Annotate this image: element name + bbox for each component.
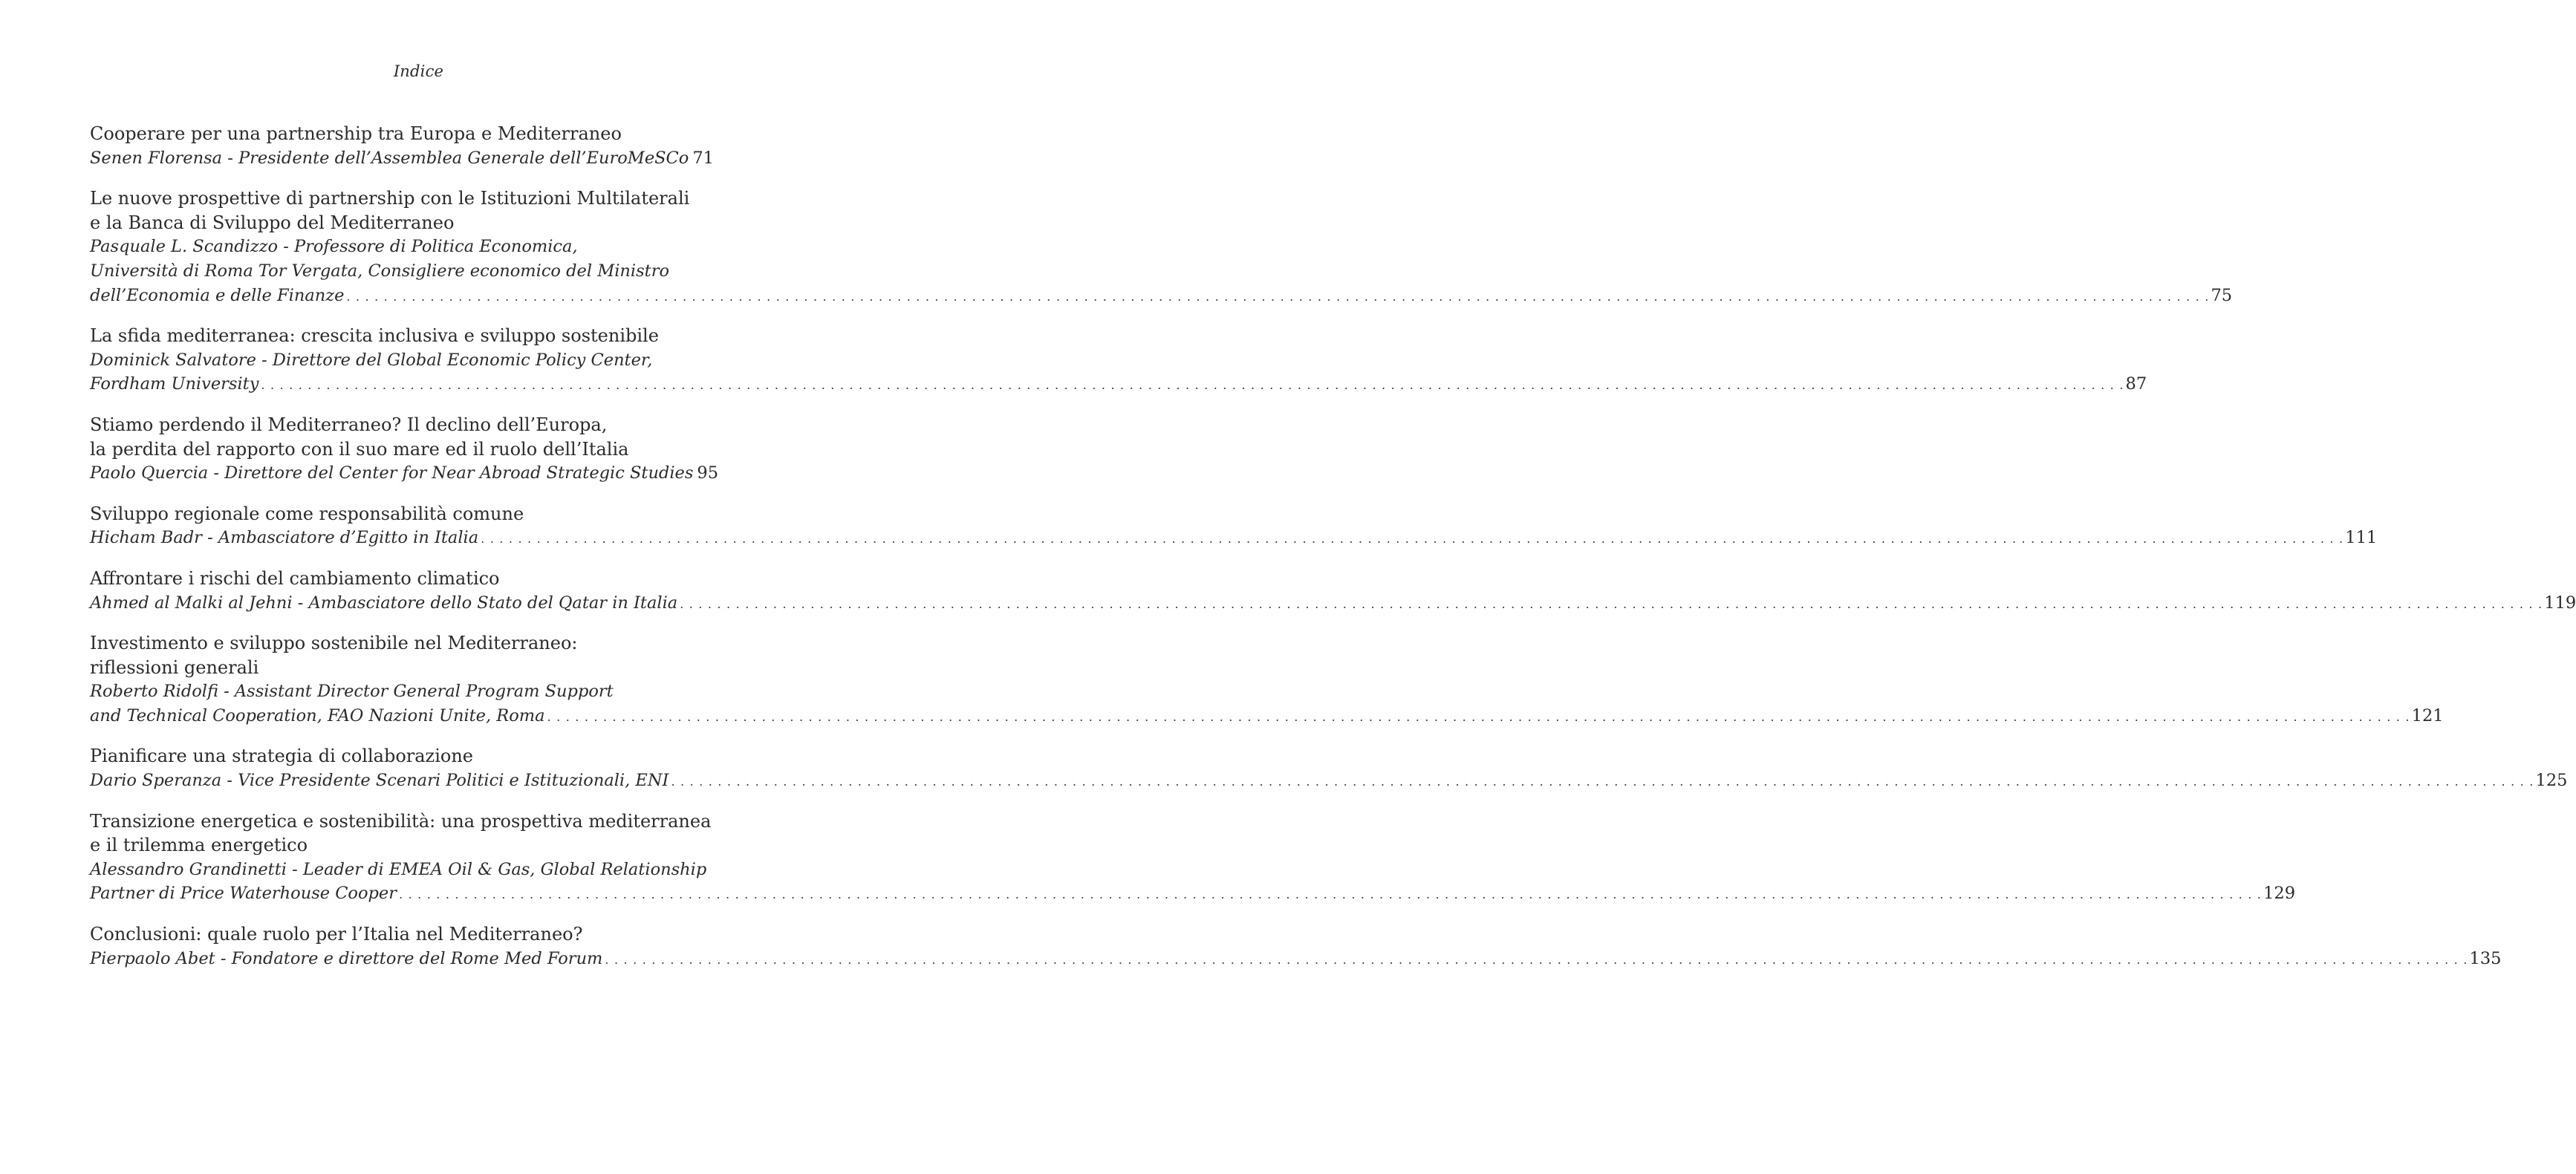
toc-entry[interactable]	[90, 631, 2444, 729]
toc-entry-title: Cooperare per una partnership tra Europa e Mediterraneo	[90, 123, 622, 144]
toc-entry-title: e il trilemma energetico	[90, 835, 308, 856]
dot-leader: . . . . . . . . . . . . . . . . . . . . . . . . . . . . . . . . . . . . . . . . . . . . . . . . . . . . . . . . . . . . . . . . . . . . . . . . . . . . . . . . . . . . . . . . . . . . . . . . . . . . . . . . . . . . . . . . . . . . . . . . . . . . . . . . . . . . . . . . . . . . . . . . . . . . . . . . . . . . . . . . . . . . . . . . . . . . . . . . . . . . . . . . . . . . . . . . . . . . . . . .	[481, 532, 2344, 547]
toc-entry-author-row	[90, 704, 2444, 730]
toc-entry[interactable]	[90, 744, 2568, 794]
toc-entry-title: Affrontare i rischi del cambiamento climatico	[90, 567, 500, 589]
toc-entry-title: Pianificare una strategia di collaborazione	[90, 746, 473, 767]
toc-entry-author: Senen Florensa - Presidente dell’Assemblea Generale dell’EuroMeSCo	[90, 148, 689, 168]
running-head: Indice	[393, 62, 444, 80]
dot-leader: . . . . . . . . . . . . . . . . . . . . . . . . . . . . . . . . . . . . . . . . . . . . . . . . . . . . . . . . . . . . . . . . . . . . . . . . . . . . . . . . . . . . . . . . . . . . . . . . . . . . . . . . . . . . . . . . . . . . . . . . . . . . . . . . . . . . . . . . . . . . . . . . . . . . . . . . . . . . . . . . . . . . . . . . . . . . . . . . . . . . . . . . . . . . . . . . . . . . . . . .	[261, 378, 2124, 393]
dot-leader: . . . . . . . . . . . . . . . . . . . . . . . . . . . . . . . . . . . . . . . . . . . . . . . . . . . . . . . . . . . . . . . . . . . . . . . . . . . . . . . . . . . . . . . . . . . . . . . . . . . . . . . . . . . . . . . . . . . . . . . . . . . . . . . . . . . . . . . . . . . . . . . . . . . . . . . . . . . . . . . . . . . . . . . . . . . . . . . . . . . . . . . . . . . . . . . . . . . . . . . .	[346, 289, 2210, 304]
dot-leader: . . . . . . . . . . . . . . . . . . . . . . . . . . . . . . . . . . . . . . . . . . . . . . . . . . . . . . . . . . . . . . . . . . . . . . . . . . . . . . . . . . . . . . . . . . . . . . . . . . . . . . . . . . . . . . . . . . . . . . . . . . . . . . . . . . . . . . . . . . . . . . . . . . . . . . . . . . . . . . . . . . . . . . . . . . . . . . . . . . . . . . . . . . . . . . . . . . . . . . . .	[605, 952, 2468, 967]
toc-entry[interactable]	[90, 122, 718, 172]
toc-entry-author: Dominick Salvatore - Direttore del Global Economic Policy Center,	[90, 350, 653, 370]
toc-entry[interactable]	[90, 567, 2576, 616]
toc-entry-author-row	[90, 146, 718, 172]
toc-entry-author-row	[90, 284, 2233, 310]
toc-entry-author-row	[90, 461, 718, 487]
toc-entry-author-row	[90, 526, 2378, 552]
toc-entry-author: Paolo Quercia - Direttore del Center for Near Abroad Strategic Studies	[90, 463, 694, 483]
toc-entry-author: Partner di Price Waterhouse Cooper	[90, 884, 397, 904]
toc-entry-author: Alessandro Grandinetti - Leader di EMEA Oil & Gas, Global Relationship	[90, 859, 707, 879]
toc-entry-author-row	[90, 881, 2296, 907]
toc-entry-title: Investimento e sviluppo sostenibile nel Mediterraneo:	[90, 633, 578, 654]
toc-entry-title: riflessioni generali	[90, 656, 259, 678]
toc-entry[interactable]	[90, 324, 2147, 398]
toc-entry-author-row	[90, 591, 2576, 617]
toc-entry-author: Fordham University	[90, 374, 259, 394]
toc-entry-page-number[interactable]: 95	[697, 463, 719, 483]
toc-entry-title: e la Banca di Sviluppo del Mediterraneo	[90, 212, 455, 233]
toc-entry-title: la perdita del rapporto con il suo mare ed il ruolo dell’Italia	[90, 438, 629, 460]
toc-entry-author: Roberto Ridolfi - Assistant Director General Program Support	[90, 682, 614, 702]
toc-entry-author-row	[90, 769, 2568, 795]
toc-entry-page-number[interactable]: 121	[2411, 705, 2444, 725]
table-of-contents	[90, 122, 2576, 987]
toc-entry[interactable]	[90, 922, 2502, 972]
toc-entry-author: Università di Roma Tor Vergata, Consigliere economico del Ministro	[90, 261, 670, 281]
toc-entry-page-number[interactable]: 125	[2535, 771, 2568, 791]
toc-entry[interactable]	[90, 502, 2378, 552]
toc-entry-title: Sviluppo regionale come responsabilità comune	[90, 503, 524, 524]
dot-leader: . . . . . . . . . . . . . . . . . . . . . . . . . . . . . . . . . . . . . . . . . . . . . . . . . . . . . . . . . . . . . . . . . . . . . . . . . . . . . . . . . . . . . . . . . . . . . . . . . . . . . . . . . . . . . . . . . . . . . . . . . . . . . . . . . . . . . . . . . . . . . . . . . . . . . . . . . . . . . . . . . . . . . . . . . . . . . . . . . . . . . . . . . . . . . . . . . . . . . . . .	[680, 596, 2543, 611]
toc-entry-author-row	[90, 947, 2502, 973]
toc-entry-page-number[interactable]: 87	[2125, 374, 2147, 394]
toc-entry-author: and Technical Cooperation, FAO Nazioni Unite, Roma	[90, 705, 545, 725]
toc-entry[interactable]	[90, 186, 2233, 309]
dot-leader: . . . . . . . . . . . . . . . . . . . . . . . . . . . . . . . . . . . . . . . . . . . . . . . . . . . . . . . . . . . . . . . . . . . . . . . . . . . . . . . . . . . . . . . . . . . . . . . . . . . . . . . . . . . . . . . . . . . . . . . . . . . . . . . . . . . . . . . . . . . . . . . . . . . . . . . . . . . . . . . . . . . . . . . . . . . . . . . . . . . . . . . . . . . . . . . . . . . . . . . .	[399, 887, 2263, 902]
toc-entry-title: La sfida mediterranea: crescita inclusiva e sviluppo sostenibile	[90, 325, 659, 347]
toc-entry-page-number[interactable]: 129	[2263, 884, 2296, 904]
toc-entry-author: Hicham Badr - Ambasciatore d’Egitto in Italia	[90, 528, 479, 548]
toc-entry-author: Dario Speranza - Vice Presidente Scenari Politici e Istituzionali, ENI	[90, 771, 669, 791]
toc-entry-page-number[interactable]: 135	[2469, 948, 2502, 968]
toc-entry[interactable]	[90, 413, 718, 487]
toc-entry-author-row	[90, 372, 2147, 398]
toc-entry-page-number[interactable]: 119	[2544, 593, 2576, 613]
toc-entry-page-number[interactable]: 111	[2345, 528, 2378, 548]
toc-entry[interactable]	[90, 809, 2296, 907]
toc-entry-author: dell’Economia e delle Finanze	[90, 285, 345, 305]
toc-entry-author: Ahmed al Malki al Jehni - Ambasciatore dello Stato del Qatar in Italia	[90, 593, 678, 613]
toc-entry-title: Stiamo perdendo il Mediterraneo? Il declino dell’Europa,	[90, 414, 608, 435]
toc-entry-title: Transizione energetica e sostenibilità: una prospettiva mediterranea	[90, 810, 712, 832]
toc-entry-title: Le nuove prospettive di partnership con le Istituzioni Multilaterali	[90, 188, 690, 209]
toc-entry-page-number[interactable]: 71	[692, 148, 714, 168]
dot-leader: . . . . . . . . . . . . . . . . . . . . . . . . . . . . . . . . . . . . . . . . . . . . . . . . . . . . . . . . . . . . . . . . . . . . . . . . . . . . . . . . . . . . . . . . . . . . . . . . . . . . . . . . . . . . . . . . . . . . . . . . . . . . . . . . . . . . . . . . . . . . . . . . . . . . . . . . . . . . . . . . . . . . . . . . . . . . . . . . . . . . . . . . . . . . . . . . . . . . . . . .	[671, 774, 2534, 789]
toc-entry-author: Pasquale L. Scandizzo - Professore di Politica Economica,	[90, 237, 578, 257]
toc-entry-title: Conclusioni: quale ruolo per l’Italia nel Mediterraneo?	[90, 924, 583, 945]
toc-entry-author: Pierpaolo Abet - Fondatore e direttore del Rome Med Forum	[90, 948, 603, 968]
toc-entry-page-number[interactable]: 75	[2211, 285, 2233, 305]
dot-leader: . . . . . . . . . . . . . . . . . . . . . . . . . . . . . . . . . . . . . . . . . . . . . . . . . . . . . . . . . . . . . . . . . . . . . . . . . . . . . . . . . . . . . . . . . . . . . . . . . . . . . . . . . . . . . . . . . . . . . . . . . . . . . . . . . . . . . . . . . . . . . . . . . . . . . . . . . . . . . . . . . . . . . . . . . . . . . . . . . . . . . . . . . . . . . . . . . . . . . . . .	[547, 709, 2410, 724]
